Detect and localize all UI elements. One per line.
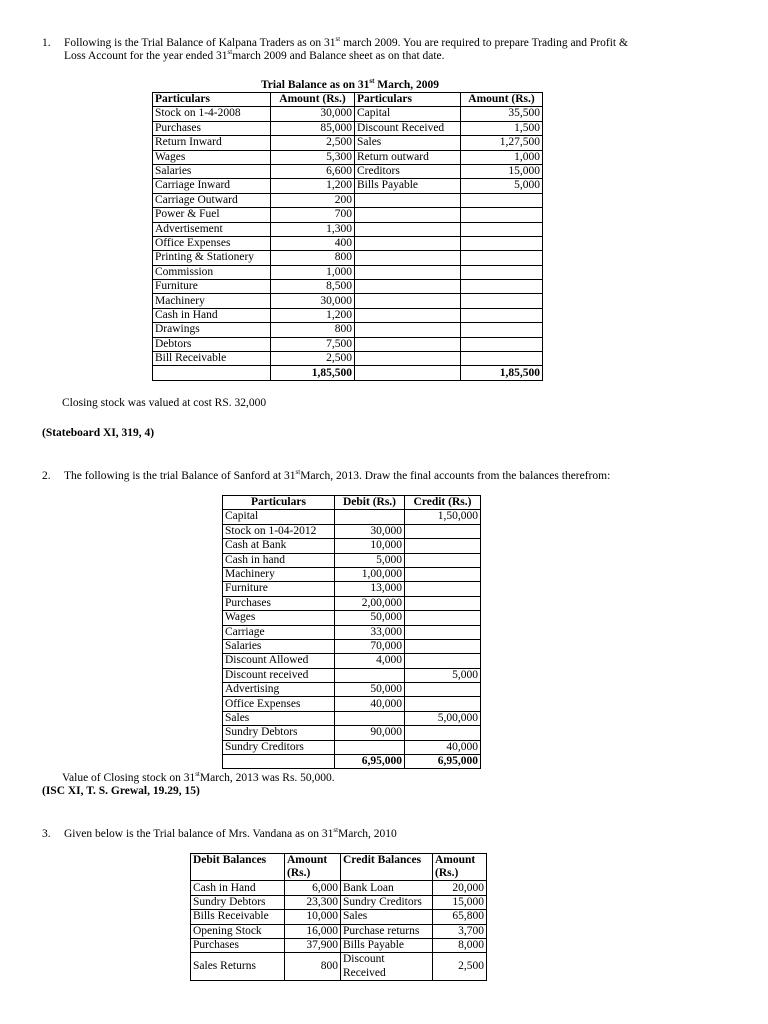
- table-cell: Bills Receivable: [191, 910, 285, 924]
- table-cell: 1,000: [461, 150, 543, 164]
- table-cell: 70,000: [335, 639, 405, 653]
- table-cell: [461, 265, 543, 279]
- table-cell: [461, 352, 543, 366]
- table-cell: 8,500: [271, 280, 355, 294]
- table-cell: [461, 308, 543, 322]
- table-cell: 85,000: [271, 121, 355, 135]
- table-cell: Bill Receivable: [153, 352, 271, 366]
- table-cell: 1,00,000: [335, 567, 405, 581]
- table-cell: 700: [271, 208, 355, 222]
- table-cell: [355, 236, 461, 250]
- table-cell: 1,27,500: [461, 136, 543, 150]
- table-cell: Wages: [153, 150, 271, 164]
- table-row: [191, 881, 487, 895]
- table-cell: Sundry Creditors: [223, 740, 335, 754]
- table-row: [153, 308, 543, 322]
- table-row: [153, 236, 543, 250]
- table-row: [153, 323, 543, 337]
- table-row: [153, 352, 543, 366]
- table-cell: 2,00,000: [335, 596, 405, 610]
- table-cell: Salaries: [153, 164, 271, 178]
- table-total-row: [153, 366, 543, 380]
- table-cell: Purchase returns: [341, 924, 433, 938]
- column-header: Debit Balances: [191, 854, 285, 881]
- column-header: Particulars: [153, 93, 271, 107]
- question-3-text: 3. Given below is the Trial balance of Mrs. Vandana as on 31stMarch, 2010: [42, 826, 397, 840]
- table-cell: Carriage Inward: [153, 179, 271, 193]
- table-cell: Advertisement: [153, 222, 271, 236]
- table-cell: 2,500: [433, 953, 487, 980]
- trial-balance-table-3: [190, 853, 487, 981]
- table-cell: [461, 251, 543, 265]
- table-cell: Sales: [355, 136, 461, 150]
- table-cell: [335, 740, 405, 754]
- table-cell: Salaries: [223, 639, 335, 653]
- table-cell: [461, 222, 543, 236]
- table-cell: Sales: [223, 711, 335, 725]
- table-cell: 90,000: [335, 726, 405, 740]
- table-cell: 3,700: [433, 924, 487, 938]
- question-1: [42, 37, 722, 63]
- table-row: [223, 740, 481, 754]
- table-cell: Cash in hand: [223, 553, 335, 567]
- table-row: [223, 625, 481, 639]
- table-row: [153, 265, 543, 279]
- table-row: [153, 150, 543, 164]
- table-cell: [405, 567, 481, 581]
- question-2-text: 2. The following is the trial Balance of Sanford at 31stMarch, 2013. Draw the final accounts from the balances therefrom:: [42, 468, 611, 482]
- table-cell: [355, 222, 461, 236]
- question-1-number: 1.: [42, 37, 51, 49]
- table-cell: Discount Received: [355, 121, 461, 135]
- table-cell: 6,000: [285, 881, 341, 895]
- table-cell: 5,00,000: [405, 711, 481, 725]
- table-cell: 5,300: [271, 150, 355, 164]
- column-header: Amount (Rs.): [433, 854, 487, 881]
- table-row: [153, 193, 543, 207]
- table-cell: Commission: [153, 265, 271, 279]
- table-cell: Purchases: [223, 596, 335, 610]
- table-cell: 2,500: [271, 136, 355, 150]
- table-cell: 30,000: [335, 524, 405, 538]
- table-cell: 6,95,000: [405, 755, 481, 769]
- table-row: [223, 510, 481, 524]
- table-cell: Discount Allowed: [223, 654, 335, 668]
- table-cell: 65,800: [433, 910, 487, 924]
- table-row: [153, 164, 543, 178]
- table-cell: 5,000: [335, 553, 405, 567]
- table-cell: 1,500: [461, 121, 543, 135]
- table-cell: [405, 553, 481, 567]
- table-cell: 40,000: [335, 697, 405, 711]
- table-cell: [461, 208, 543, 222]
- table-cell: Bank Loan: [341, 881, 433, 895]
- table-cell: 33,000: [335, 625, 405, 639]
- table-cell: Office Expenses: [223, 697, 335, 711]
- table-cell: 15,000: [433, 895, 487, 909]
- table-cell: Stock on 1-04-2012: [223, 524, 335, 538]
- table-cell: Debtors: [153, 337, 271, 351]
- table-row: [191, 924, 487, 938]
- table-row: [223, 726, 481, 740]
- table-cell: Sundry Debtors: [191, 895, 285, 909]
- table-cell: [405, 639, 481, 653]
- table-cell: Sales Returns: [191, 953, 285, 980]
- column-header: Debit (Rs.): [335, 496, 405, 510]
- table-cell: 35,500: [461, 107, 543, 121]
- table-cell: [461, 323, 543, 337]
- table-cell: [405, 683, 481, 697]
- table-cell: 5,000: [405, 668, 481, 682]
- table-cell: 8,000: [433, 939, 487, 953]
- table-cell: [405, 524, 481, 538]
- table-cell: 6,95,000: [335, 755, 405, 769]
- table-cell: 4,000: [335, 654, 405, 668]
- table-cell: [355, 265, 461, 279]
- table-cell: 200: [271, 193, 355, 207]
- table-cell: [405, 625, 481, 639]
- table-1-caption: Trial Balance as on 31st March, 2009: [260, 77, 440, 91]
- table-row: [223, 582, 481, 596]
- table-row: [223, 596, 481, 610]
- table-row: [191, 939, 487, 953]
- table-cell: [355, 294, 461, 308]
- table-cell: Bills Payable: [355, 179, 461, 193]
- table-row: [223, 683, 481, 697]
- table-row: [223, 539, 481, 553]
- table-cell: Office Expenses: [153, 236, 271, 250]
- table-cell: 10,000: [335, 539, 405, 553]
- table-cell: [405, 539, 481, 553]
- table-cell: Capital: [223, 510, 335, 524]
- table-cell: 37,900: [285, 939, 341, 953]
- table-cell: Power & Fuel: [153, 208, 271, 222]
- table-cell: Sundry Debtors: [223, 726, 335, 740]
- table-row: [223, 611, 481, 625]
- table-row: [223, 553, 481, 567]
- table-row: [223, 654, 481, 668]
- table-cell: 2,500: [271, 352, 355, 366]
- table-cell: [461, 193, 543, 207]
- table-cell: 800: [271, 323, 355, 337]
- table-cell: Discount received: [223, 668, 335, 682]
- table-cell: 6,600: [271, 164, 355, 178]
- reference-1: (Stateboard XI, 319, 4): [42, 427, 155, 439]
- column-header: Credit Balances: [341, 854, 433, 881]
- table-cell: 15,000: [461, 164, 543, 178]
- column-header: Particulars: [223, 496, 335, 510]
- table-cell: Advertising: [223, 683, 335, 697]
- table-cell: 1,85,500: [271, 366, 355, 380]
- table-cell: Furniture: [223, 582, 335, 596]
- table-cell: Discount Received: [341, 953, 433, 980]
- table-cell: 50,000: [335, 611, 405, 625]
- table-cell: Cash at Bank: [223, 539, 335, 553]
- table-row: [153, 121, 543, 135]
- table-cell: 16,000: [285, 924, 341, 938]
- table-cell: Capital: [355, 107, 461, 121]
- table-cell: Wages: [223, 611, 335, 625]
- table-cell: 800: [285, 953, 341, 980]
- reference-2: (ISC XI, T. S. Grewal, 19.29, 15): [42, 785, 200, 797]
- table-row: [223, 711, 481, 725]
- closing-stock-note-1: Closing stock was valued at cost RS. 32,000: [62, 397, 267, 409]
- table-cell: 30,000: [271, 107, 355, 121]
- table-row: [223, 567, 481, 581]
- table-cell: Machinery: [223, 567, 335, 581]
- table-cell: [405, 582, 481, 596]
- table-cell: 1,85,500: [461, 366, 543, 380]
- table-cell: [355, 366, 461, 380]
- table-cell: [335, 668, 405, 682]
- table-cell: 1,300: [271, 222, 355, 236]
- column-header: Credit (Rs.): [405, 496, 481, 510]
- table-cell: Sales: [341, 910, 433, 924]
- table-total-row: [223, 755, 481, 769]
- table-cell: [405, 596, 481, 610]
- table-row: [153, 136, 543, 150]
- table-cell: 7,500: [271, 337, 355, 351]
- table-row: [153, 179, 543, 193]
- table-row: [191, 910, 487, 924]
- table-cell: Purchases: [153, 121, 271, 135]
- table-cell: Sundry Creditors: [341, 895, 433, 909]
- table-row: [191, 895, 487, 909]
- table-cell: Carriage: [223, 625, 335, 639]
- table-cell: [355, 208, 461, 222]
- table-row: [153, 337, 543, 351]
- trial-balance-table-2: [222, 495, 481, 769]
- table-row: [223, 668, 481, 682]
- table-cell: [223, 755, 335, 769]
- table-row: [153, 251, 543, 265]
- table-cell: 40,000: [405, 740, 481, 754]
- table-cell: Return Inward: [153, 136, 271, 150]
- table-row: [153, 280, 543, 294]
- table-row: [191, 953, 487, 980]
- table-cell: Carriage Outward: [153, 193, 271, 207]
- table-cell: 800: [271, 251, 355, 265]
- table-cell: [153, 366, 271, 380]
- table-row: [153, 294, 543, 308]
- question-1-text: 1. Following is the Trial Balance of Kalpana Traders as on 31st march 2009. You are required to prepare Trading and Profit & Loss Account for the year ended 31stmarch 2009 and Balance sheet as on that date.: [42, 35, 628, 63]
- table-row: [153, 222, 543, 236]
- table-cell: Stock on 1-4-2008: [153, 107, 271, 121]
- table-cell: 400: [271, 236, 355, 250]
- table-cell: Cash in Hand: [191, 881, 285, 895]
- table-cell: [335, 711, 405, 725]
- table-cell: [355, 308, 461, 322]
- table-cell: [405, 697, 481, 711]
- table-cell: [355, 352, 461, 366]
- table-cell: Cash in Hand: [153, 308, 271, 322]
- table-cell: [355, 323, 461, 337]
- column-header: Amount (Rs.): [271, 93, 355, 107]
- table-cell: [461, 280, 543, 294]
- table-cell: Furniture: [153, 280, 271, 294]
- table-cell: [405, 726, 481, 740]
- question-3: [42, 828, 732, 841]
- table-cell: [405, 654, 481, 668]
- column-header: Particulars: [355, 93, 461, 107]
- table-cell: Purchases: [191, 939, 285, 953]
- table-cell: 5,000: [461, 179, 543, 193]
- table-row: [153, 208, 543, 222]
- table-cell: [405, 611, 481, 625]
- closing-stock-note-2: Value of Closing stock on 31stMarch, 2013 was Rs. 50,000.: [62, 770, 335, 784]
- table-cell: Machinery: [153, 294, 271, 308]
- table-row: [153, 107, 543, 121]
- table-header-row: [223, 496, 481, 510]
- table-cell: 20,000: [433, 881, 487, 895]
- table-header-row: [153, 93, 543, 107]
- table-cell: 1,200: [271, 179, 355, 193]
- column-header: Amount (Rs.): [461, 93, 543, 107]
- question-2-number: 2.: [42, 470, 51, 482]
- table-cell: Creditors: [355, 164, 461, 178]
- table-cell: [461, 294, 543, 308]
- table-cell: 10,000: [285, 910, 341, 924]
- table-row: [223, 524, 481, 538]
- trial-balance-table-1: [152, 92, 543, 381]
- table-cell: Bills Payable: [341, 939, 433, 953]
- column-header: Amount (Rs.): [285, 854, 341, 881]
- table-cell: [461, 236, 543, 250]
- table-cell: Drawings: [153, 323, 271, 337]
- table-cell: 1,50,000: [405, 510, 481, 524]
- table-cell: [335, 510, 405, 524]
- table-cell: [355, 251, 461, 265]
- table-cell: 1,200: [271, 308, 355, 322]
- table-cell: 30,000: [271, 294, 355, 308]
- table-cell: 1,000: [271, 265, 355, 279]
- question-3-number: 3.: [42, 828, 51, 840]
- table-cell: Return outward: [355, 150, 461, 164]
- table-cell: [355, 193, 461, 207]
- table-cell: Opening Stock: [191, 924, 285, 938]
- table-cell: Printing & Stationery: [153, 251, 271, 265]
- table-cell: [355, 337, 461, 351]
- table-cell: 50,000: [335, 683, 405, 697]
- table-header-row: [191, 854, 487, 881]
- table-cell: 23,300: [285, 895, 341, 909]
- table-cell: [461, 337, 543, 351]
- table-cell: 13,000: [335, 582, 405, 596]
- table-row: [223, 639, 481, 653]
- question-2: [42, 470, 732, 483]
- table-row: [223, 697, 481, 711]
- table-cell: [355, 280, 461, 294]
